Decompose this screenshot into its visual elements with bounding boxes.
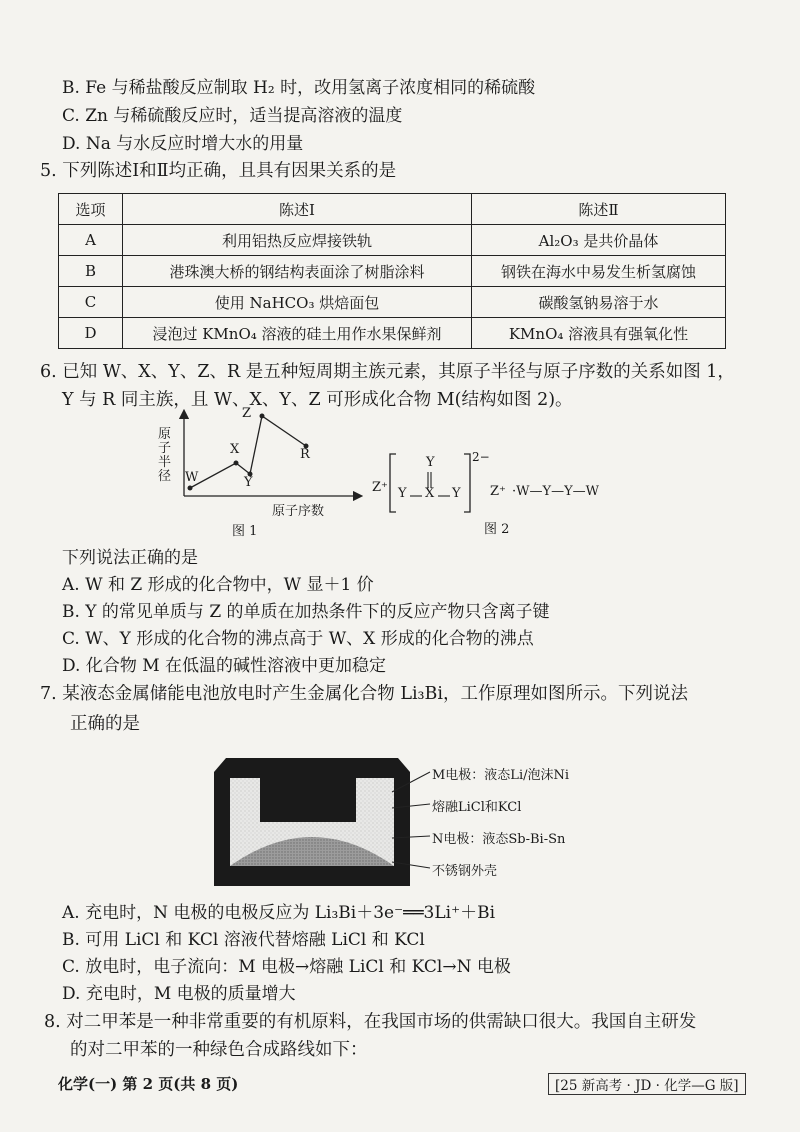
question-7-stem-2: 正确的是 — [70, 714, 140, 734]
page-footer-right: [25 新高考 · JD · 化学—G 版] — [548, 1073, 746, 1095]
fig2-center-x: X — [425, 486, 435, 501]
point-label-z: Z — [242, 406, 252, 421]
point-w — [188, 486, 193, 491]
table-header: 陈述Ⅰ — [123, 194, 472, 225]
fig2-cation-right: Z⁺ — [490, 484, 506, 499]
table-cell: 利用铝热反应焊接铁轨 — [123, 225, 472, 256]
question-5-table — [58, 193, 726, 349]
question-5-stem: 5. 下列陈述Ⅰ和Ⅱ均正确，且具有因果关系的是 — [40, 161, 397, 181]
label-n-electrode: N电极：液态Sb-Bi-Sn — [432, 832, 566, 847]
question-6-prompt: 下列说法正确的是 — [62, 548, 198, 568]
table-cell: 碳酸氢钠易溶于水 — [472, 287, 726, 318]
label-molten-salt: 熔融LiCl和KCl — [432, 800, 522, 815]
question-7-option-c: C. 放电时，电子流向：M 电极→熔融 LiCl 和 KCl→N 电极 — [62, 957, 511, 977]
point-label-r: R — [300, 447, 310, 462]
table-row — [59, 256, 726, 287]
question-6-option-c: C. W、Y 形成的化合物的沸点高于 W、X 形成的化合物的沸点 — [62, 629, 534, 649]
fig2-right-y: Y — [452, 486, 461, 501]
question-6-option-d: D. 化合物 M 在低温的碱性溶液中更加稳定 — [62, 656, 387, 676]
table-cell: C — [59, 287, 123, 318]
question-6-stem-2: Y 与 R 同主族，且 W、X、Y、Z 可形成化合物 M(结构如图 2)。 — [62, 390, 573, 410]
table-header: 陈述Ⅱ — [472, 194, 726, 225]
figure-2-caption: 图 2 — [484, 522, 510, 537]
point-label-w: W — [185, 470, 199, 485]
question-6-stem-1: 6. 已知 W、X、Y、Z、R 是五种短周期主族元素，其原子半径与原子序数的关系如图 1， — [40, 362, 735, 382]
question-8-stem-2: 的对二甲苯的一种绿色合成路线如下： — [70, 1040, 368, 1060]
option-4d: D. Na 与水反应时增大水的用量 — [62, 134, 304, 154]
fig2-top-y: Y — [426, 455, 435, 470]
table-cell: KMnO₄ 溶液具有强氧化性 — [472, 318, 726, 349]
table-row — [59, 318, 726, 349]
table-cell: D — [59, 318, 123, 349]
table-cell: 钢铁在海水中易发生析氢腐蚀 — [472, 256, 726, 287]
y-axis-label: 原子半径 — [158, 427, 172, 484]
point-label-y: Y — [244, 475, 253, 490]
question-8-stem-1: 8. 对二甲苯是一种非常重要的有机原料，在我国市场的供需缺口很大。我国自主研发 — [44, 1012, 697, 1032]
table-cell: 浸泡过 KMnO₄ 溶液的硅土用作水果保鲜剂 — [123, 318, 472, 349]
page-footer-left: 化学(一) 第 2 页(共 8 页) — [58, 1075, 239, 1093]
question-7-option-b: B. 可用 LiCl 和 KCl 溶液代替熔融 LiCl 和 KCl — [62, 930, 425, 950]
point-x — [234, 461, 239, 466]
point-label-x: X — [230, 442, 240, 457]
question-6-option-a: A. W 和 Z 形成的化合物中，W 显＋1 价 — [62, 575, 374, 595]
table-row — [59, 225, 726, 256]
point-z — [260, 414, 265, 419]
battery-diagram — [212, 758, 412, 888]
m-electrode — [260, 758, 356, 822]
option-4b: B. Fe 与稀盐酸反应制取 H₂ 时，改用氢离子浓度相同的稀硫酸 — [62, 78, 536, 98]
table-cell: 港珠澳大桥的钢结构表面涂了树脂涂料 — [123, 256, 472, 287]
fig2-charge: 2− — [472, 450, 490, 464]
x-axis-label: 原子序数 — [272, 504, 325, 519]
table-cell: B — [59, 256, 123, 287]
option-4c: C. Zn 与稀硫酸反应时，适当提高溶液的温度 — [62, 106, 403, 126]
label-shell: 不锈钢外壳 — [432, 864, 498, 879]
question-7-option-d: D. 充电时，M 电极的质量增大 — [62, 984, 296, 1004]
question-7-option-a: A. 充电时，N 电极的电极反应为 Li₃Bi＋3e⁻══3Li⁺＋Bi — [62, 903, 496, 923]
table-cell: Al₂O₃ 是共价晶体 — [472, 225, 726, 256]
question-7-stem-1: 7. 某液态金属储能电池放电时产生金属化合物 Li₃Bi，工作原理如图所示。下列说法 — [40, 684, 689, 704]
figure-1-caption: 图 1 — [232, 524, 258, 539]
table-cell: A — [59, 225, 123, 256]
fig2-chain: ·W—Y—Y—W — [512, 484, 600, 499]
label-m-electrode: M电极：液态Li/泡沫Ni — [432, 768, 570, 783]
question-6-option-b: B. Y 的常见单质与 Z 的单质在加热条件下的反应产物只含离子键 — [62, 602, 550, 622]
table-header-row — [59, 194, 726, 225]
table-header: 选项 — [59, 194, 123, 225]
table-row — [59, 287, 726, 318]
table-cell: 使用 NaHCO₃ 烘焙面包 — [123, 287, 472, 318]
fig2-left-y: Y — [398, 486, 407, 501]
fig2-cation-left: Z⁺ — [372, 480, 388, 495]
